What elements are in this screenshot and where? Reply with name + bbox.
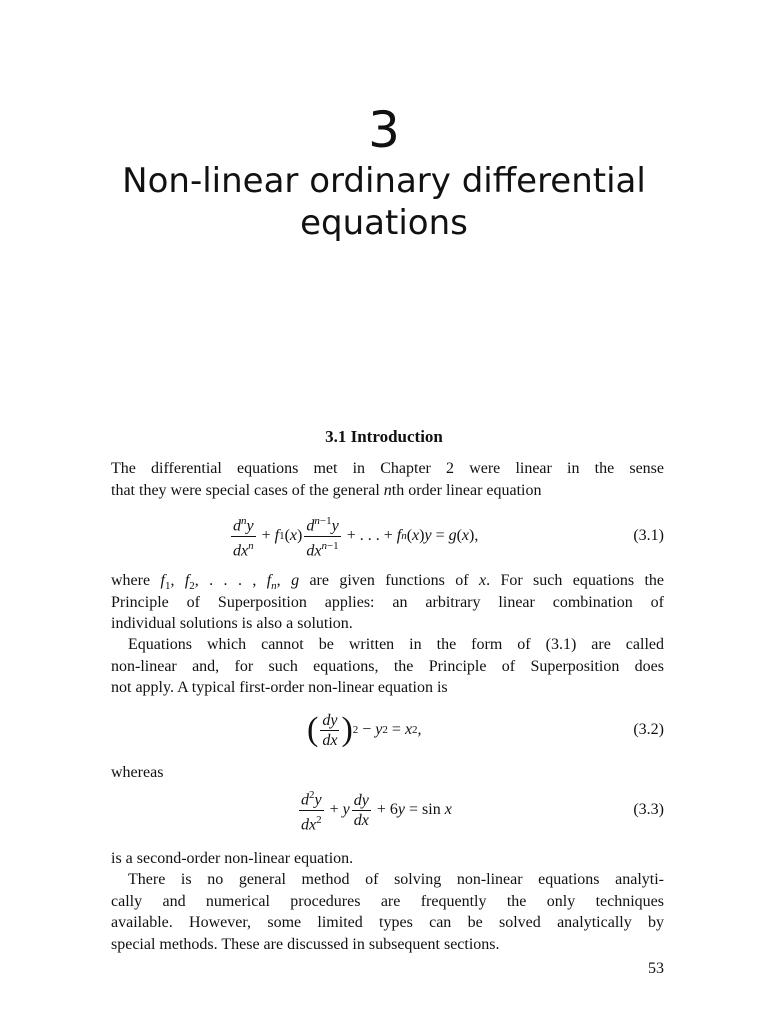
where-line-2: Principle of Superposition applies: an arbitrary linear combination of [111, 593, 664, 611]
whereas-text: whereas [111, 764, 164, 781]
final-line-4: special methods. These are discussed in subsequent sections. [111, 935, 500, 953]
page-number: 53 [648, 960, 664, 977]
fraction-dy-dx: $\frac{dy}{dx}$ [322, 711, 338, 749]
variable-n: n [383, 481, 392, 499]
chapter-title-line-2: equations [300, 203, 468, 243]
equation-3-3 [111, 782, 664, 838]
final-line-2: cally and numerical procedures are frequently the only techniques [111, 892, 664, 910]
equation-3-1 [111, 508, 664, 564]
where-line-3: individual solutions is also a solution. [111, 615, 353, 632]
equation-number-3-3: (3.3) [633, 801, 664, 818]
equation-number-3-2: (3.2) [633, 721, 664, 738]
nonlinear-paragraph [111, 634, 664, 699]
nonlinear-line-2: non-linear and, for such equations, the Principle of Superposition does [111, 657, 664, 675]
nonlinear-line-3: not apply. A typical first-order non-linear equation is [111, 679, 448, 696]
where-paragraph [111, 570, 664, 635]
equation-3-3-body: $\frac{d^2y}{dx^2}$ + y $\frac{dy}{dx}$ + 6 y = sin x [301, 789, 452, 833]
intro-line-1: The differential equations met in Chapter 2 were linear in the sense [111, 460, 664, 477]
final-paragraph [111, 869, 664, 955]
final-line-1: There is no general method of solving non-linear equations analyti- [128, 871, 664, 888]
where-line-1: where $f_1$, $f_2$, . . . , $f_n$, g are given functions of x. For such equations the [111, 572, 664, 592]
chapter-number: 3 [368, 101, 400, 159]
equation-3-1-body: $\frac{d^ny}{dx^n}$ + f 1 ( x ) $\frac{d^{n-1}y}{dx^{n-1}}$ + . . . + f n ( x ) y = g ( x ), [233, 515, 479, 559]
intro-paragraph [111, 458, 664, 501]
fraction-dny-dxn: $\frac{d^ny}{dx^n}$ [233, 515, 254, 559]
nonlinear-line-1: Equations which cannot be written in the form of (3.1) are called [128, 636, 664, 653]
fraction-dy-dx-2: $\frac{dy}{dx}$ [353, 791, 369, 829]
final-line-3: available. However, some limited types can be solved analytically by [111, 914, 664, 931]
section-heading: 3.1 Introduction [325, 427, 443, 446]
second-order-paragraph [111, 848, 664, 870]
fraction-dn1y-dxn1: $\frac{d^{n-1}y}{dx^{n-1}}$ [306, 515, 339, 559]
intro-line-2: that they were special cases of the general nth order linear equation [111, 481, 542, 499]
second-order-line-1: is a second-order non-linear equation. [111, 850, 354, 867]
chapter-title-line-1: Non-linear ordinary differential [122, 161, 646, 201]
fraction-d2y-dx2: $\frac{d^2y}{dx^2}$ [301, 789, 322, 833]
equation-3-2-body: ( $\frac{dy}{dx}$ ) 2 − y 2 = x 2 , [307, 711, 422, 749]
chapter-title [0, 160, 768, 244]
equation-number-3-1: (3.1) [633, 527, 664, 544]
equation-3-2 [111, 702, 664, 758]
